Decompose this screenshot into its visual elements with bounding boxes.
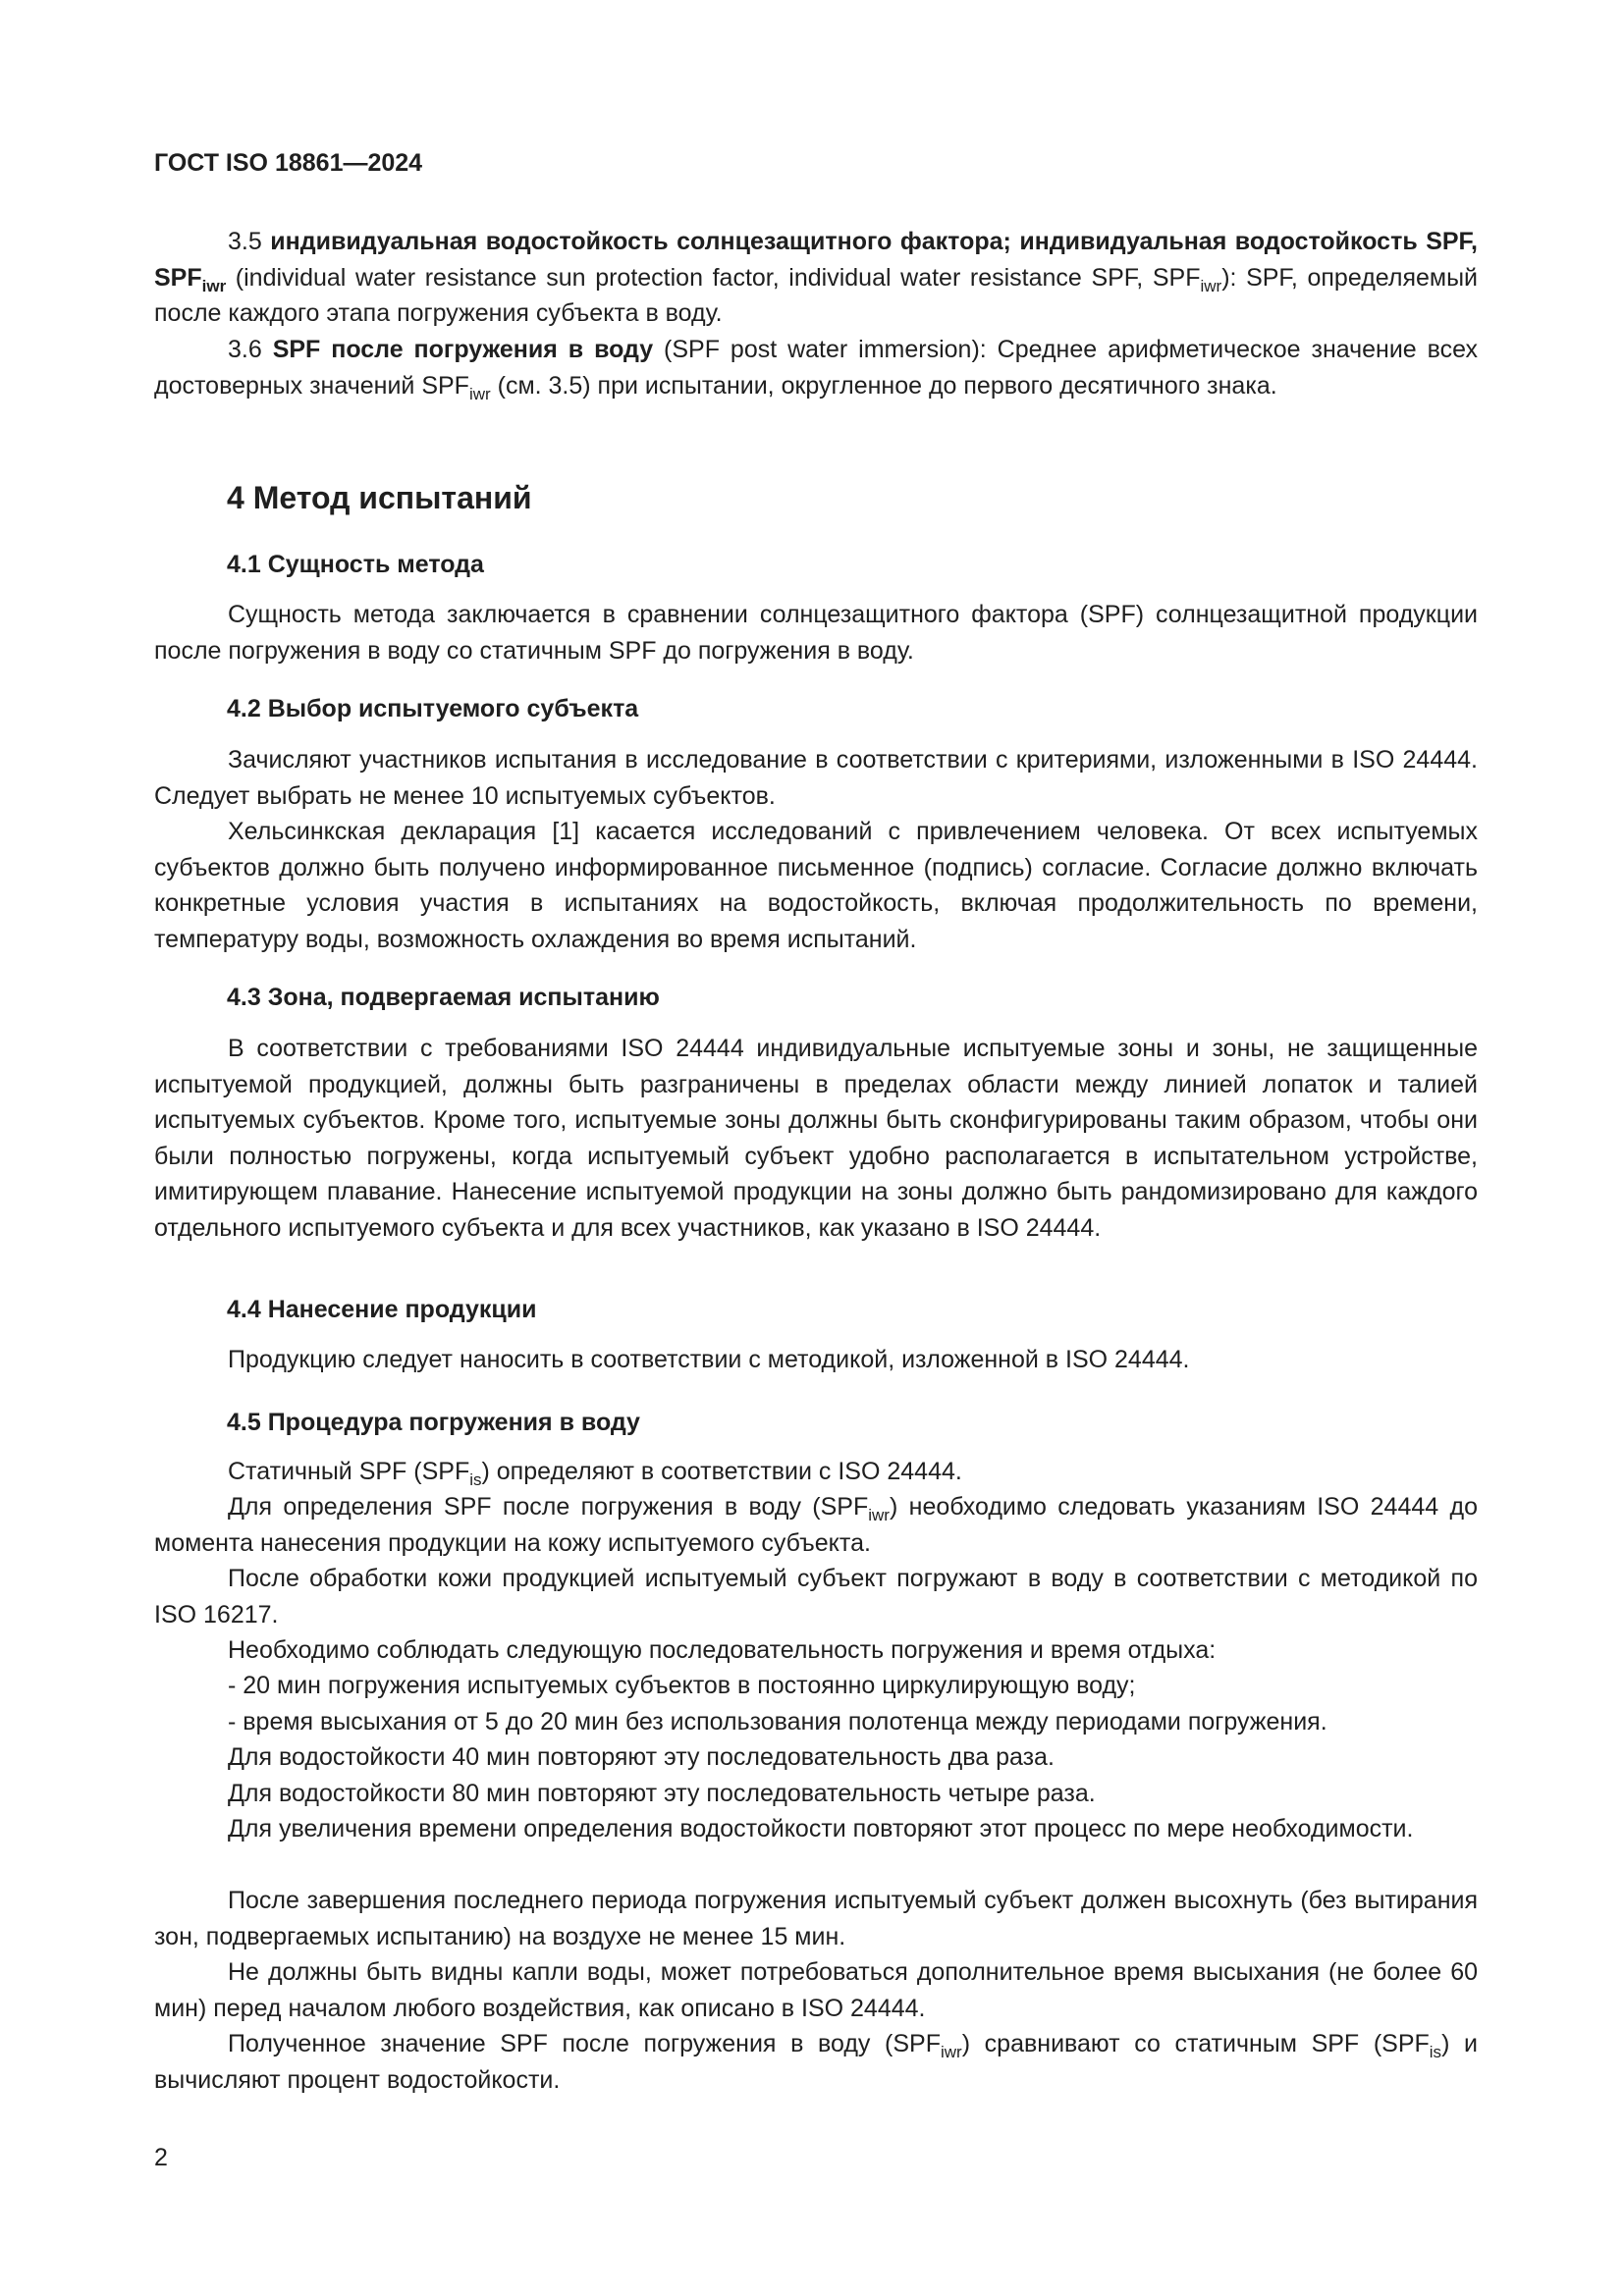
subsection-heading-4-3: 4.3 Зона, подвергаемая испытанию xyxy=(227,984,660,1011)
term: SPF после погружения в воду xyxy=(272,336,654,363)
term: индивидуальная водостойкость солнцезащитного фактора; индивидуальная водостойкость SPF, $SPF_{iwr}$ xyxy=(154,228,1478,295)
definition-3-6: 3.6 SPF после погружения в воду (SPF post water immersion): Среднее арифметическое значение всех достоверных значений $SPF_{iwr}$ (см. 3.5) при испытании, округленное до первого десятичного знака. xyxy=(154,336,1478,403)
document-id: ГОСТ ISO 18861—2024 xyxy=(154,149,423,177)
list-item: - время высыхания от 5 до 20 мин без использования полотенца между периодами погружения. xyxy=(228,1708,1327,1735)
definition-3-5: 3.5 индивидуальная водостойкость солнцезащитного фактора; индивидуальная водостойкость SPF, $SPF_{iwr}$ (individual water resistance sun protection factor, individual water resistance SPF, $SPF_{iwr}$): SPF, определяемый после каждого этапа погружения субъекта в воду. xyxy=(154,228,1479,327)
clause-number: 3.5 xyxy=(228,228,271,255)
english-term: (individual water resistance sun protection factor, individual water resistance SPF, SPF xyxy=(226,263,1201,292)
subsection-heading-4-1: 4.1 Сущность метода xyxy=(227,551,484,578)
definition-text: ): SPF, определяемый после каждого этапа погружения субъекта в воду. xyxy=(154,263,1479,327)
paragraph: Сущность метода заключается в сравнении солнцезащитного фактора (SPF) солнцезащитной продукции после погружения в воду со статичным SPF до погружения в воду. xyxy=(154,601,1478,665)
paragraph: Статичный SPF $(SPF_{is})$ определяют в соответствии с ISO 24444. xyxy=(228,1458,962,1489)
clause-number: 3.6 xyxy=(228,336,273,363)
paragraph: Полученное значение SPF после погружения в воду $(SPF_{iwr})$ сравнивают со статичным SPF $(SPF_{is})$ и вычисляют процент водостойкости. xyxy=(154,2030,1478,2094)
paragraph: Зачисляют участников испытания в исследование в соответствии с критериями, изложенными в ISO 24444. Следует выбрать не менее 10 испытуемых субъектов. xyxy=(154,746,1478,810)
section-heading-4: 4 Метод испытаний xyxy=(227,480,532,515)
paragraph: Для водостойкости 40 мин повторяют эту последовательность два раза. xyxy=(228,1743,1055,1771)
paragraph: После обработки кожи продукцией испытуемый субъект погружают в воду в соответствии с методикой по ISO 16217. xyxy=(154,1565,1478,1629)
page-number: 2 xyxy=(154,2144,168,2171)
paragraph: Для определения SPF после погружения в воду $(SPF_{iwr})$ необходимо следовать указаниям ISO 24444 до момента нанесения продукции на кожу испытуемого субъекта. xyxy=(154,1493,1478,1557)
definition-text: (SPF post water immersion): Среднее арифметическое значение всех достоверных значений SPF xyxy=(154,336,1478,400)
paragraph: Необходимо соблюдать следующую последовательность погружения и время отдыха: xyxy=(228,1636,1217,1664)
paragraph: Для водостойкости 80 мин повторяют эту последовательность четыре раза. xyxy=(228,1780,1096,1807)
list-item: - 20 мин погружения испытуемых субъектов в постоянно циркулирующую воду; xyxy=(228,1672,1136,1699)
subsection-heading-4-2: 4.2 Выбор испытуемого субъекта xyxy=(227,695,639,722)
paragraph: Не должны быть видны капли воды, может потребоваться дополнительное время высыхания (не более 60 мин) перед началом любого воздействия, как описано в ISO 24444. xyxy=(154,1958,1478,2022)
subsection-heading-4-4: 4.4 Нанесение продукции xyxy=(227,1296,537,1323)
paragraph: Продукцию следует наносить в соответствии с методикой, изложенной в ISO 24444. xyxy=(228,1346,1190,1373)
paragraph: В соответствии с требованиями ISO 24444 индивидуальные испытуемые зоны и зоны, не защищенные испытуемой продукцией, должны быть разграничены в пределах области между линией лопаток и талией испытуемых субъектов. Кроме того, испытуемые зоны должны быть сконфигурированы таким образом, чтобы они были полностью погружены, когда испытуемый субъект удобно располагается в испытательном устройстве, имитирующем плавание. Нанесение испытуемой продукции на зоны должно быть рандомизировано для каждого отдельного испытуемого субъекта и для всех участников, как указано в ISO 24444. xyxy=(154,1035,1478,1242)
paragraph: Для увеличения времени определения водостойкости повторяют этот процесс по мере необходимости. xyxy=(228,1815,1414,1842)
paragraph: Хельсинкская декларация [1] касается исследований с привлечением человека. От всех испытуемых субъектов должно быть получено информированное письменное (подпись) согласие. Согласие должно включать конкретные условия участия в испытаниях на водостойкость, включая продолжительность по времени, температуру воды, возможность охлаждения во время испытаний. xyxy=(154,818,1478,953)
subsection-heading-4-5: 4.5 Процедура погружения в воду xyxy=(227,1409,640,1436)
paragraph: После завершения последнего периода погружения испытуемый субъект должен высохнуть (без вытирания зон, подвергаемых испытанию) на воздухе не менее 15 мин. xyxy=(154,1887,1478,1950)
